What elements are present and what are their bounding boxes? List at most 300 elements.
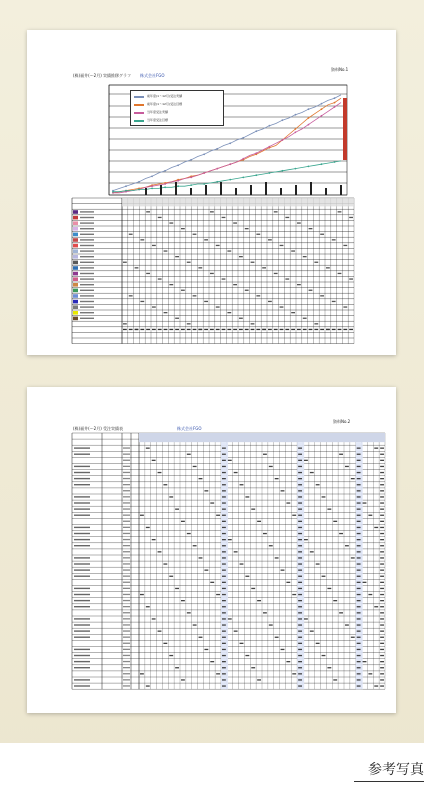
- table2-cell-mark: [357, 661, 361, 662]
- table2-sub-label-mark: [123, 466, 130, 467]
- table2-cell-mark: [368, 594, 372, 595]
- table2-cell-mark: [175, 588, 179, 589]
- table2-cell-mark: [310, 551, 314, 552]
- table2-cell-mark: [357, 551, 361, 552]
- table1-total-mark: [193, 329, 197, 330]
- table1-total-mark: [146, 329, 150, 330]
- table1-total-mark: [239, 329, 243, 330]
- table2-cell-mark: [380, 460, 384, 461]
- legend-swatch: [134, 112, 144, 114]
- table1-cell-mark: [320, 234, 324, 235]
- table2-cell-mark: [357, 563, 361, 564]
- chart-bottom-marker: [190, 188, 192, 195]
- table2-cell-mark: [146, 685, 150, 686]
- table2-row-label-mark: [74, 624, 90, 625]
- table2-sub-label-mark: [123, 545, 130, 546]
- table2-cell-mark: [193, 466, 197, 467]
- table2-cell-mark: [234, 472, 238, 473]
- table2-row-label-mark: [74, 649, 90, 650]
- table1-cell-mark: [216, 245, 220, 246]
- table2-cell-mark: [210, 582, 214, 583]
- table1-total-mark: [227, 329, 231, 330]
- table2-sub-label-mark: [123, 563, 130, 564]
- chart-point: [281, 170, 283, 172]
- table1-row-swatch: [73, 261, 78, 265]
- table2-cell-mark: [222, 588, 226, 589]
- table1-cell-mark: [210, 211, 214, 212]
- table1-cell-mark: [152, 245, 156, 246]
- chart-bottom-marker: [250, 185, 252, 195]
- table2-cell-mark: [257, 521, 261, 522]
- table1-cell-mark: [343, 306, 347, 307]
- chart-point: [177, 180, 179, 182]
- table2-cell-mark: [298, 496, 302, 497]
- table2-cell-mark: [222, 563, 226, 564]
- chart-point: [281, 119, 283, 121]
- table2-cell-mark: [298, 460, 302, 461]
- chart-legend: [130, 90, 224, 126]
- table2-cell-mark: [357, 527, 361, 528]
- table2-cell-mark: [298, 600, 302, 601]
- chart-bottom-marker: [175, 182, 177, 195]
- table1-cell-mark: [204, 239, 208, 240]
- table2-cell-mark: [158, 631, 162, 632]
- table1-total-mark: [332, 329, 336, 330]
- table1-total-mark: [320, 329, 324, 330]
- table2-cell-mark: [251, 667, 255, 668]
- table1-total-mark: [297, 329, 301, 330]
- table2-cell-mark: [216, 673, 220, 674]
- table2-cell-mark: [357, 667, 361, 668]
- chart-bottom-marker: [145, 188, 147, 195]
- table1-row-label-mark: [80, 312, 94, 313]
- table2-cell-mark: [357, 484, 361, 485]
- table2-cell-mark: [222, 594, 226, 595]
- table1-row-swatch: [73, 249, 78, 253]
- table1-total-mark: [140, 329, 144, 330]
- table1-row-label-mark: [80, 217, 94, 218]
- table1-total-mark: [222, 329, 226, 330]
- table2-cell-mark: [368, 515, 372, 516]
- table2-sub-label-mark: [123, 600, 130, 601]
- table1-total-mark: [349, 329, 353, 330]
- table2-cell-mark: [357, 582, 361, 583]
- table1-total-mark: [158, 329, 162, 330]
- table2-cell-mark: [357, 576, 361, 577]
- table1-row-label-mark: [80, 267, 94, 268]
- table2-cell-mark: [357, 612, 361, 613]
- table2-cell-mark: [298, 631, 302, 632]
- table2-sub-label-mark: [123, 606, 130, 607]
- table2-cell-mark: [222, 643, 226, 644]
- table2-cell-mark: [275, 637, 279, 638]
- table1-row-label-mark: [80, 278, 94, 279]
- table2-cell-mark: [357, 606, 361, 607]
- table2-cell-mark: [269, 624, 273, 625]
- table2-cell-mark: [380, 649, 384, 650]
- table1-total-mark: [175, 329, 179, 330]
- table2-cell-mark: [140, 673, 144, 674]
- table2-cell-mark: [327, 667, 331, 668]
- table2-sub-label-mark: [123, 478, 130, 479]
- table1-cell-mark: [349, 217, 353, 218]
- table1-cell-mark: [251, 323, 255, 324]
- table2-cell-mark: [222, 490, 226, 491]
- table2-cell-mark: [298, 612, 302, 613]
- table1-cell-mark: [245, 290, 249, 291]
- table2-cell-mark: [240, 563, 244, 564]
- table2-sub-label-mark: [123, 484, 130, 485]
- table2-cell-mark: [240, 643, 244, 644]
- table2-cell-mark: [298, 448, 302, 449]
- table1-total-mark: [343, 329, 347, 330]
- table2-cell-mark: [298, 539, 302, 540]
- table2-cell-mark: [380, 673, 384, 674]
- table2-cell-mark: [380, 448, 384, 449]
- table2-row-label-mark: [74, 496, 90, 497]
- table1-cell-mark: [262, 267, 266, 268]
- table1-row-swatch: [73, 272, 78, 276]
- chart-point: [334, 97, 336, 99]
- chart-point: [125, 190, 127, 192]
- table1-cell-mark: [158, 278, 162, 279]
- table2-cell-mark: [380, 606, 384, 607]
- table2-cell-mark: [181, 679, 185, 680]
- table2-cell-mark: [298, 484, 302, 485]
- table1-cell-mark: [216, 306, 220, 307]
- chart-point: [151, 188, 153, 190]
- table2-sub-label-mark: [123, 588, 130, 589]
- table2-cell-mark: [146, 448, 150, 449]
- chart-point: [203, 183, 205, 185]
- table2-cell-mark: [298, 551, 302, 552]
- table2-cell-mark: [298, 478, 302, 479]
- table2-cell-mark: [298, 570, 302, 571]
- table1-cell-mark: [268, 239, 272, 240]
- table1-cell-mark: [303, 256, 307, 257]
- chart-point: [242, 158, 244, 160]
- table2-sub-label-mark: [123, 637, 130, 638]
- table2-row-label-mark: [74, 569, 90, 570]
- chart-point: [281, 139, 283, 141]
- chart-bottom-marker: [220, 182, 222, 195]
- table1-total-mark: [169, 329, 173, 330]
- table2-cell-mark: [257, 679, 261, 680]
- table1-cell-mark: [332, 301, 336, 302]
- table2-sub-label-mark: [123, 515, 130, 516]
- legend-swatch: [134, 96, 144, 98]
- table2-cell-mark: [357, 570, 361, 571]
- table2-cell-mark: [357, 643, 361, 644]
- table1-cell-mark: [140, 301, 144, 302]
- chart-point: [334, 102, 336, 104]
- table2-cell-mark: [351, 637, 355, 638]
- table1-total-mark: [245, 329, 249, 330]
- table1-cell-mark: [256, 234, 260, 235]
- table1-total-mark: [123, 329, 127, 330]
- table2-header-row: [139, 433, 385, 442]
- chart-bottom-marker: [280, 188, 282, 195]
- table2-cell-mark: [333, 600, 337, 601]
- table1-total-mark: [210, 329, 214, 330]
- table2-cell-mark: [222, 521, 226, 522]
- table2-cell-mark: [251, 509, 255, 510]
- table2-cell-mark: [204, 570, 208, 571]
- table2-cell-mark: [298, 527, 302, 528]
- table2-cell-mark: [380, 655, 384, 656]
- table2-cell-mark: [357, 624, 361, 625]
- table1-row-swatch: [73, 266, 78, 270]
- table2-cell-mark: [357, 490, 361, 491]
- table2-cell-mark: [269, 466, 273, 467]
- table2-cell-mark: [380, 612, 384, 613]
- table2-cell-mark: [316, 484, 320, 485]
- table2-cell-mark: [380, 600, 384, 601]
- chart-point: [334, 106, 336, 108]
- table2-cell-mark: [222, 527, 226, 528]
- table2-cell-mark: [152, 539, 156, 540]
- table1-cell-mark: [123, 262, 127, 263]
- table1-cell-mark: [338, 211, 342, 212]
- legend-entry: [134, 118, 220, 123]
- table2-sub-label-mark: [123, 569, 130, 570]
- table1-cell-mark: [297, 284, 301, 285]
- table1-row-swatch: [73, 277, 78, 281]
- table1-total-mark: [291, 329, 295, 330]
- table2-cell-mark: [380, 576, 384, 577]
- chart-point: [308, 117, 310, 119]
- legend-label: 当年度受注実績: [147, 110, 169, 114]
- table2-cell-mark: [210, 502, 214, 503]
- table1-cell-mark: [164, 250, 168, 251]
- table2-row-label-mark: [74, 545, 90, 546]
- table1-cell-mark: [146, 211, 150, 212]
- table2-cell-mark: [298, 624, 302, 625]
- chart-point: [138, 189, 140, 191]
- table1-cell-mark: [129, 295, 133, 296]
- table2-sub-label-mark: [123, 527, 130, 528]
- table2-cell-mark: [357, 557, 361, 558]
- chart-point: [268, 172, 270, 174]
- chart-point: [334, 161, 336, 163]
- table2-cell-mark: [298, 655, 302, 656]
- chart-point: [255, 174, 257, 176]
- chart-point: [321, 115, 323, 117]
- table1-row-label-mark: [80, 234, 94, 235]
- table2-cell-mark: [298, 515, 302, 516]
- table2-sub-label-mark: [123, 557, 130, 558]
- table2-cell-mark: [193, 545, 197, 546]
- table2-cell-mark: [298, 466, 302, 467]
- table1-cell-mark: [285, 217, 289, 218]
- table2-cell-mark: [357, 679, 361, 680]
- table2-sub-label-mark: [123, 685, 130, 686]
- table2-cell-mark: [380, 509, 384, 510]
- table2-cell-mark: [322, 576, 326, 577]
- reference-photo-label: 参考写真: [354, 759, 424, 782]
- table2-cell-mark: [216, 515, 220, 516]
- chart-point: [268, 125, 270, 127]
- table2-cell-mark: [316, 643, 320, 644]
- table2-cell-mark: [193, 624, 197, 625]
- table2-row-label-mark: [74, 527, 90, 528]
- chart-bottom-marker: [265, 182, 267, 195]
- table1-row-label-mark: [80, 295, 94, 296]
- table1-total-mark: [309, 329, 313, 330]
- table2-cell-mark: [204, 490, 208, 491]
- table2-cell-mark: [222, 484, 226, 485]
- table1-cell-mark: [291, 250, 295, 251]
- table2-cell-mark: [298, 557, 302, 558]
- table1-cell-mark: [169, 222, 173, 223]
- table1-cell-mark: [297, 222, 301, 223]
- table2-cell-mark: [222, 649, 226, 650]
- chart-point: [229, 179, 231, 181]
- table2-cell-mark: [298, 521, 302, 522]
- table1-total-mark: [198, 329, 202, 330]
- table1-cell-mark: [239, 256, 243, 257]
- table1-cell-mark: [291, 312, 295, 313]
- table2-cell-mark: [234, 551, 238, 552]
- table2-row-label-mark: [74, 454, 90, 455]
- table2-cell-mark: [222, 582, 226, 583]
- table2-row-label-mark: [74, 667, 90, 668]
- table2-sub-label-mark: [123, 673, 130, 674]
- table2-row-label-mark: [74, 484, 90, 485]
- table2-sub-label-mark: [123, 521, 130, 522]
- table2-cell-mark: [163, 484, 167, 485]
- table1-cell-mark: [233, 284, 237, 285]
- table1-cell-mark: [343, 245, 347, 246]
- table1-total-mark: [187, 329, 191, 330]
- table2-cell-mark: [357, 454, 361, 455]
- table2-cell-mark: [380, 624, 384, 625]
- table1-total-mark: [280, 329, 284, 330]
- table2-sub-label-mark: [123, 667, 130, 668]
- table2-cell-mark: [222, 618, 226, 619]
- table2-row-label-mark: [74, 466, 90, 467]
- table2-row-label-mark: [74, 576, 90, 577]
- chart-point: [229, 142, 231, 144]
- chart-point: [190, 159, 192, 161]
- table2-cell-mark: [298, 563, 302, 564]
- table1-total-mark: [181, 329, 185, 330]
- table1-cell-mark: [204, 301, 208, 302]
- table2-cell-mark: [363, 502, 367, 503]
- table1-row-label-mark: [80, 262, 94, 263]
- table1-total-mark: [256, 329, 260, 330]
- table2-cell-mark: [234, 631, 238, 632]
- table2-cell-mark: [304, 460, 308, 461]
- table2-cell-mark: [357, 594, 361, 595]
- table2-cell-mark: [380, 588, 384, 589]
- table1-cell-mark: [227, 250, 231, 251]
- table2-cell-mark: [380, 685, 384, 686]
- table2-cell-mark: [245, 655, 249, 656]
- chart-point: [190, 177, 192, 179]
- table1-row-swatch: [73, 255, 78, 259]
- table1-cell-mark: [129, 234, 133, 235]
- table2-cell-mark: [286, 502, 290, 503]
- table1-cell-mark: [175, 256, 179, 257]
- table1-row-swatch: [73, 305, 78, 309]
- page2-subtitle: 株式会社FGO: [177, 426, 202, 431]
- table1-cell-mark: [146, 273, 150, 274]
- table1-row-label-mark: [80, 273, 94, 274]
- table1-cell-mark: [268, 301, 272, 302]
- table1-cell-mark: [256, 295, 260, 296]
- table2-cell-mark: [298, 576, 302, 577]
- table2-cell-mark: [357, 466, 361, 467]
- table2-cell-mark: [275, 557, 279, 558]
- table1-cell-mark: [349, 278, 353, 279]
- table2-cell-mark: [363, 582, 367, 583]
- table2-cell-mark: [222, 478, 226, 479]
- table2-sub-label-mark: [123, 472, 130, 473]
- table2-cell-mark: [222, 673, 226, 674]
- table2-row-label-mark: [74, 539, 90, 540]
- table2-cell-mark: [228, 460, 232, 461]
- table2-cell-mark: [380, 570, 384, 571]
- table2-cell-mark: [245, 576, 249, 577]
- table2-cell-mark: [357, 460, 361, 461]
- table2-cell-mark: [357, 533, 361, 534]
- table2-cell-mark: [357, 509, 361, 510]
- table2-cell-mark: [380, 533, 384, 534]
- table2-cell-mark: [275, 478, 279, 479]
- table2-cell-mark: [298, 472, 302, 473]
- table1-cell-mark: [140, 239, 144, 240]
- chart-right-marker: [343, 98, 347, 160]
- table1-cell-mark: [175, 318, 179, 319]
- table1-cell-mark: [251, 262, 255, 263]
- table2-cell-mark: [263, 454, 267, 455]
- table2-cell-mark: [222, 545, 226, 546]
- table2-cell-mark: [222, 460, 226, 461]
- table2-cell-mark: [298, 637, 302, 638]
- table2-cell-mark: [281, 570, 285, 571]
- table2-cell-mark: [357, 631, 361, 632]
- table1-total-mark: [303, 329, 307, 330]
- table2-cell-mark: [210, 661, 214, 662]
- table1-row-swatch: [73, 233, 78, 237]
- table2-sub-label-mark: [123, 649, 130, 650]
- table1-row-label-mark: [80, 211, 94, 212]
- table2-row-label-mark: [74, 685, 90, 686]
- table2-cell-mark: [298, 502, 302, 503]
- table2-cell-mark: [345, 466, 349, 467]
- chart-point: [308, 108, 310, 110]
- table1-cell-mark: [309, 228, 313, 229]
- table2-cell-mark: [146, 606, 150, 607]
- table2-cell-mark: [222, 539, 226, 540]
- table2-cell-mark: [380, 643, 384, 644]
- chart-point: [112, 191, 114, 193]
- table2-cell-mark: [169, 576, 173, 577]
- table2-cell-mark: [263, 533, 267, 534]
- table2-cell-mark: [380, 454, 384, 455]
- page1-number: 資料No.1: [331, 67, 349, 72]
- table2-cell-mark: [222, 509, 226, 510]
- table2-cell-mark: [380, 618, 384, 619]
- table2-cell-mark: [368, 673, 372, 674]
- table2-sub-label-mark: [123, 643, 130, 644]
- table2-row-label-mark: [74, 508, 90, 509]
- table2-cell-mark: [222, 606, 226, 607]
- table1-row-swatch: [73, 300, 78, 304]
- table2-cell-mark: [240, 484, 244, 485]
- table1-cell-mark: [280, 306, 284, 307]
